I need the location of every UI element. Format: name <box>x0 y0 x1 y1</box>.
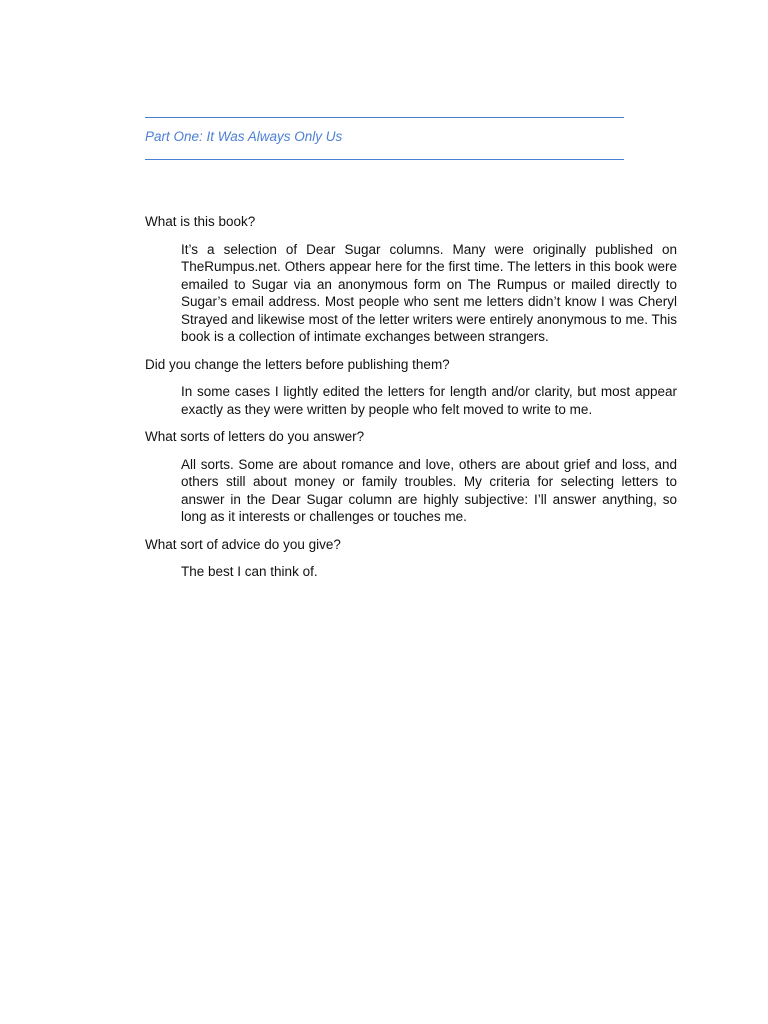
faq-question: What is this book? <box>145 214 256 229</box>
header-rule-top <box>145 117 624 118</box>
faq-section <box>145 213 677 591</box>
faq-question: What sorts of letters do you answer? <box>145 429 365 444</box>
faq-answer: In some cases I lightly edited the letters for length and/or clarity, but most appear exactly as they were written by people who felt moved to write to me. <box>181 384 677 417</box>
part-title: Part One: It Was Always Only Us <box>145 129 343 144</box>
faq-question: What sort of advice do you give? <box>145 536 341 552</box>
faq-answer: All sorts. Some are about romance and love, others are about grief and loss, and others still about money or family troubles. My criteria for selecting letters to answer in the Dear Sugar column are highly subjective: I’ll answer anything, so long as it interests or challenges or touches me. <box>181 456 677 524</box>
faq-question: Did you change the letters before publishing them? <box>145 356 450 372</box>
faq-answer: The best I can think of. <box>181 564 318 579</box>
faq-answer: It’s a selection of Dear Sugar columns. Many were originally published on TheRumpus.net. Others appear here for the first time. The letters in this book were emailed to Sugar via an anonymous form on The Rumpus or mailed directly to Sugar’s email address. Most people who sent me letters didn’t know I was Cheryl Strayed and likewise most of the letter writers were entirely anonymous to me. This book is a collection of intimate exchanges between strangers. <box>181 241 677 344</box>
header-rule-bottom <box>145 159 624 160</box>
